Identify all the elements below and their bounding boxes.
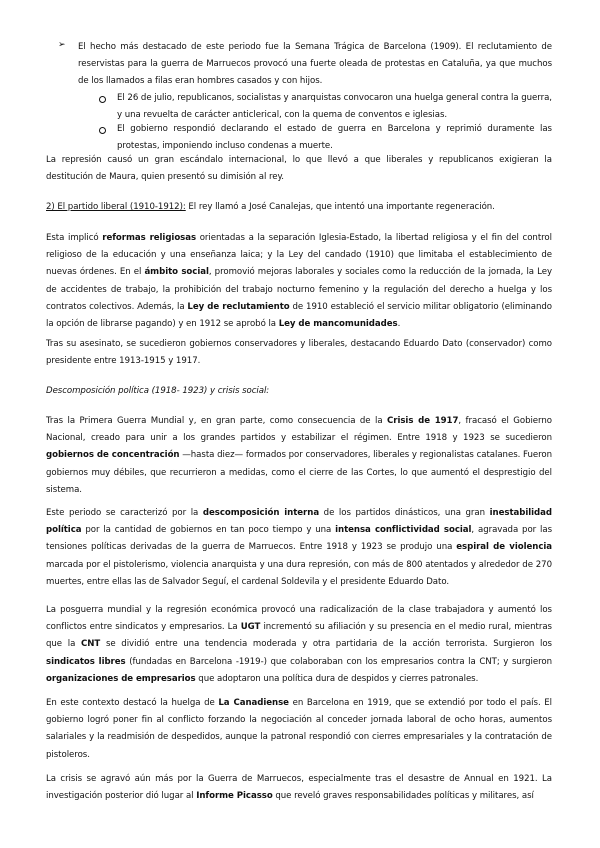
paragraph-crisis-marruecos: La crisis se agravó aún más por la Guerra de Marruecos, especialmente tras el desastre de Annual en 1921. La investigación posterior dió lugar al Informe Picasso que reveló graves responsabilidades políticas y militares, así [46, 774, 552, 802]
paragraph-primera-guerra: Tras la Primera Guerra Mundial y, en gran parte, como consecuencia de la Crisis de 1917, fracasó el Gobierno Nacional, creado para unir a los grandes partidos y estabilizar el régimen. Entre 1918 y 1923 se sucedieron gobiernos de concentración —hasta diez— formados por conservadores, liberales y regionalistas catalanes. Fueron gobiernos muy débiles, que recurrieron a medidas, como el cierre de las Cortes, lo que aumentó el desprestigio del sistema. [46, 416, 552, 495]
paragraph-canadiense: En este contexto destacó la huelga de La Canadiense en Barcelona en 1919, que se extendió por todo el país. El gobierno logró poner fin al conflicto forzando la negociación al conceder jornada laboral de ocho horas, aumentos salariales y la readmisión de despedidos, aunque la patronal respondió con cierres empresariales y la contratación de pistoleros. [46, 698, 552, 760]
sub-bullet-huelga: El 26 de julio, republicanos, socialistas y anarquistas convocaron una huelga general contra la guerra, y una revuelta de carácter anticlerical, con la quema de conventos e iglesias. [117, 93, 552, 121]
section-heading: 2) El partido liberal (1910-1912): [46, 202, 186, 212]
section-partido-liberal: 2) El partido liberal (1910-1912): El rey llamó a José Canalejas, que intentó una importante regeneración. [46, 202, 495, 212]
paragraph-descomposicion: Este periodo se caracterizó por la descomposición interna de los partidos dinásticos, una gran inestabilidad política por la cantidad de gobiernos en tan poco tiempo y una intensa conflictividad social, agravada por las tensiones políticas derivadas de la guerra de Marruecos. Entre 1918 y 1923 se produjo una espiral de violencia marcada por el pistolerismo, violencia anarquista y una dura represión, con más de 800 atentados y alrededor de 270 muertes, entre ellas las de Salvador Seguí, el cardenal Soldevila y el presidente Eduardo Dato. [46, 508, 553, 587]
circle-bullet-icon [99, 96, 106, 103]
sub-bullet-represion: El gobierno respondió declarando el estado de guerra en Barcelona y reprimió duramente las protestas, imponiendo incluso condenas a muerte. [117, 124, 552, 152]
paragraph-reformas: Esta implicó reformas religiosas orientadas a la separación Iglesia-Estado, la libertad religiosa y el fin del control religioso de la educación y una enseñanza laica; y la Ley del candado (1910) que limitaba el establecimiento de nuevas órdenes. En el ámbito social, promovió mejoras laborales y sociales como la reducción de la jornada, la Ley de accidentes de trabajo, la prohibición del trabajo nocturno femenino y la regulación del derecho a huelga y los contratos colectivos. Además, la Ley de reclutamiento de 1910 estableció el servicio militar obligatorio (eliminando la opción de librarse pagando) y en 1912 se aprobó la Ley de mancomunidades. [46, 233, 552, 330]
section-heading-descomposicion: Descomposición política (1918- 1923) y crisis social: [46, 386, 270, 396]
paragraph-asesinato: Tras su asesinato, se sucedieron gobiernos conservadores y liberales, destacando Eduardo Dato (conservador) como presidente entre 1913-1915 y 1917. [46, 339, 552, 367]
paragraph-represion: La represión causó un gran escándalo internacional, lo que llevó a que liberales y republicanos exigieran la destitución de Maura, quien presentó su dimisión al rey. [46, 155, 552, 183]
arrow-bullet-icon: ➢ [58, 40, 66, 50]
paragraph-posguerra: La posguerra mundial y la regresión económica provocó una radicalización de la clase trabajadora y aumentó los conflictos entre sindicatos y empresarios. La UGT incrementó su afiliación y su presencia en el medio rural, mientras que la CNT se dividió entre una tendencia moderada y otra partidaria de la acción terrorista. Surgieron los sindicatos libres (fundadas en Barcelona -1919-) que colaboraban con los empresarios contra la CNT; y surgieron organizaciones de empresarios que adoptaron una política dura de despidos y cierres patronales. [46, 605, 552, 684]
bullet-semana-tragica: El hecho más destacado de este periodo fue la Semana Trágica de Barcelona (1909). El reclutamiento de reservistas para la guerra de Marruecos provocó una fuerte oleada de protestas en Cataluña, ya que muchos de los llamados a filas eran hombres casados y con hijos. [78, 42, 552, 87]
circle-bullet-icon [99, 127, 106, 134]
